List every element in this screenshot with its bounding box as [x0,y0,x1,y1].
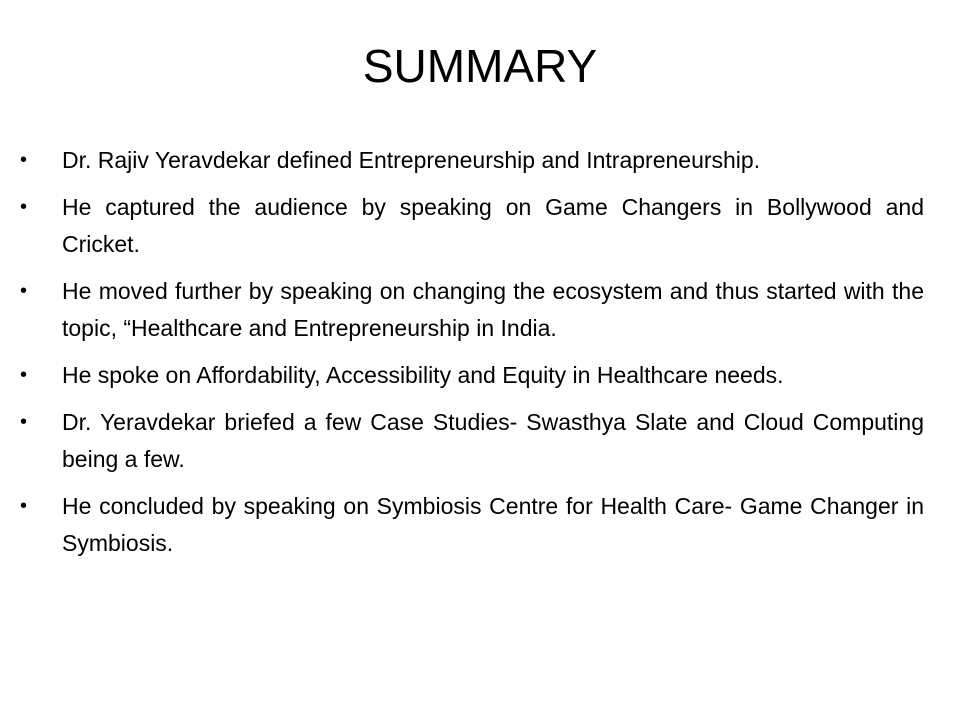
bullet-text: He spoke on Affordability, Accessibility and Equity in Healthcare needs. [62,362,784,388]
bullet-text: Dr. Yeravdekar briefed a few Case Studies- Swasthya Slate and Cloud Computing being a few. [62,409,924,472]
bullet-icon: • [20,364,28,386]
bullet-icon: • [20,495,28,517]
bullet-item [20,142,924,179]
bullet-item [20,488,924,562]
bullet-text: He captured the audience by speaking on Game Changers in Bollywood and Cricket. [62,194,924,257]
bullet-icon: • [20,411,28,433]
bullet-icon: • [20,196,28,218]
bullet-list [20,142,924,572]
bullet-icon: • [20,280,28,302]
bullet-text: He moved further by speaking on changing the ecosystem and thus started with the topic, “Healthcare and Entrepreneurship in India. [62,278,924,341]
bullet-item [20,357,924,394]
bullet-item [20,404,924,478]
bullet-text: He concluded by speaking on Symbiosis Centre for Health Care- Game Changer in Symbiosis. [62,493,924,556]
bullet-item [20,189,924,263]
slide-title: SUMMARY [362,40,598,92]
bullet-text: Dr. Rajiv Yeravdekar defined Entrepreneurship and Intrapreneurship. [62,147,761,173]
bullet-icon: • [20,149,28,171]
bullet-item [20,273,924,347]
